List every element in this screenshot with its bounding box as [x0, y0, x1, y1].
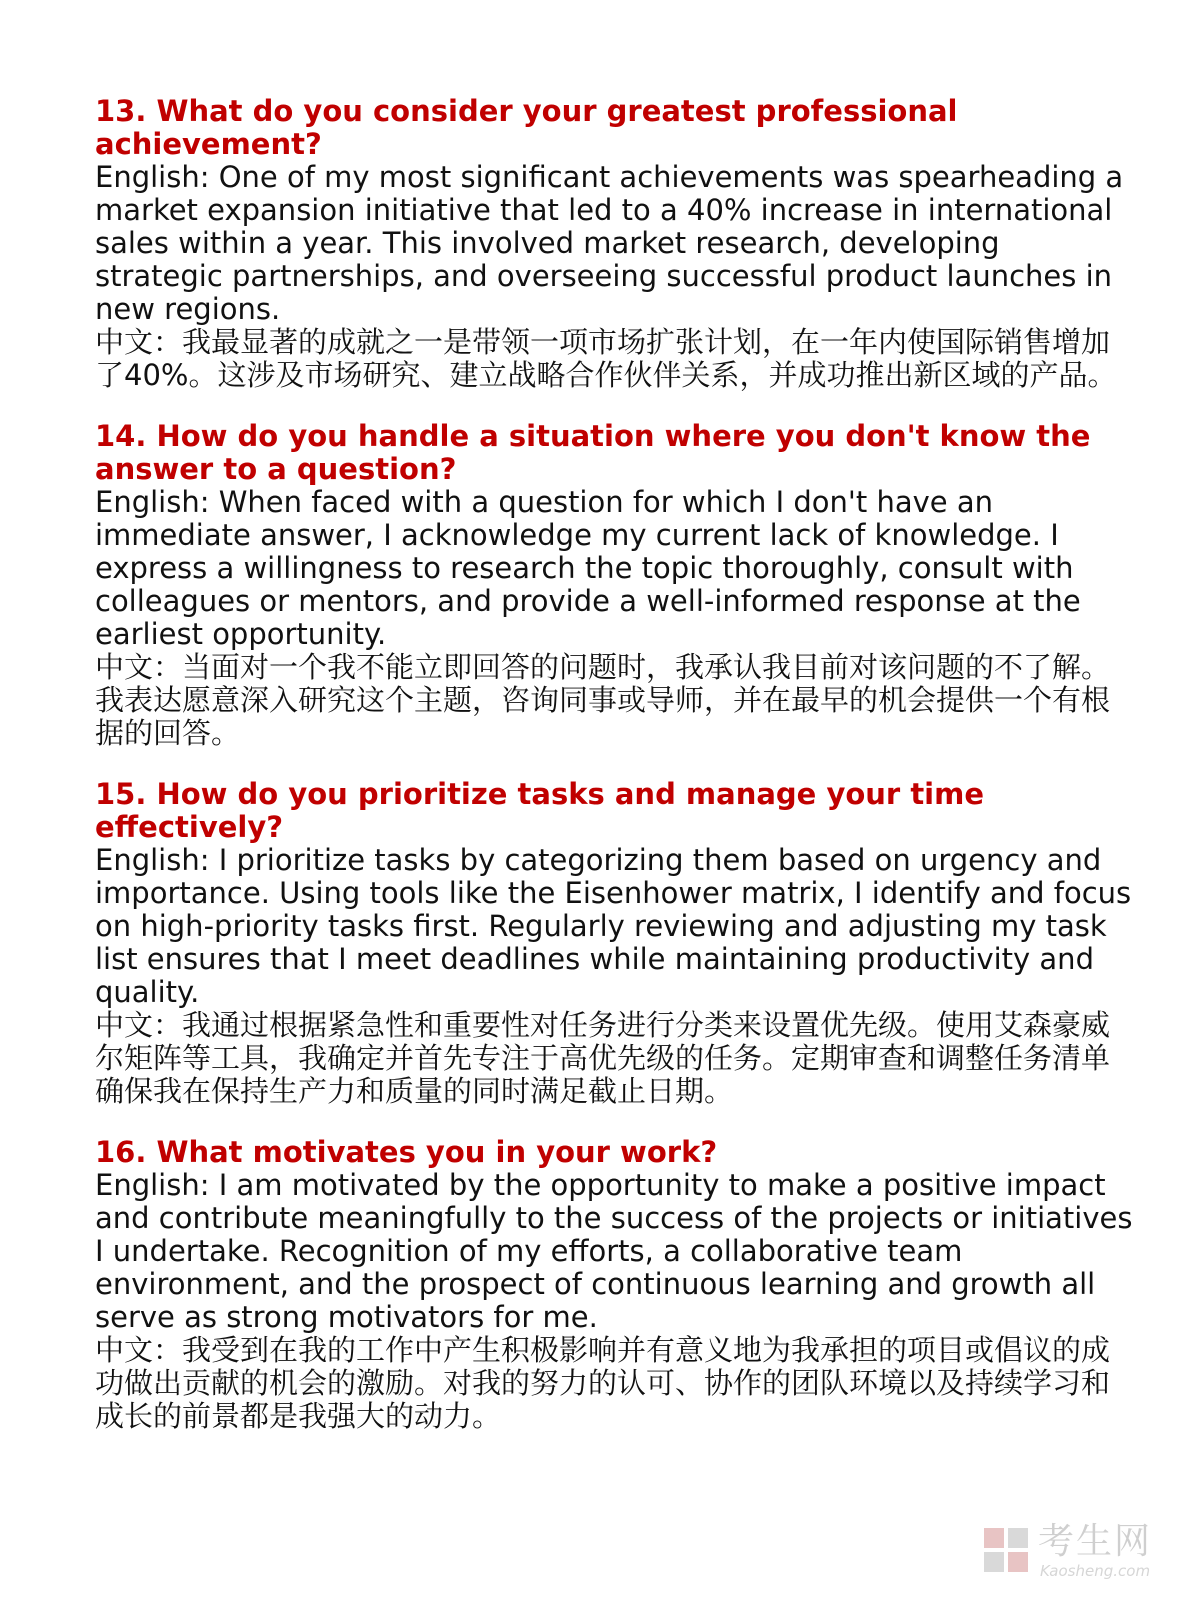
- section-spacer: [95, 750, 1135, 778]
- qa-section-16: [95, 1136, 1135, 1433]
- english-answer: English: When faced with a question for which I don't have an immediate answer, I acknowledge my current lack of knowledge. I express a willingness to research the topic thoroughly, consult with colleagues or mentors, and provide a well-informed response at the earliest opportunity.: [95, 485, 1081, 651]
- watermark-site-name: 考生网: [1038, 1521, 1153, 1562]
- qa-section-13: [95, 95, 1135, 392]
- section-spacer: [95, 392, 1135, 420]
- kaosheng-logo-icon: [980, 1522, 1032, 1578]
- question-heading: 13. What do you consider your greatest professional achievement?: [95, 94, 958, 161]
- document-page: [95, 95, 1135, 1433]
- english-answer: English: One of my most significant achievements was spearheading a market expansion initiative that led to a 40% increase in international sales within a year. This involved market research, developing strategic partnerships, and overseeing successful product launches in new regions.: [95, 160, 1124, 326]
- watermark-site-domain: Kaosheng.com: [1040, 1562, 1151, 1580]
- chinese-answer: 中文：我最显著的成就之一是带领一项市场扩张计划，在一年内使国际销售增加了40%。这涉及市场研究、建立战略合作伙伴关系，并成功推出新区域的产品。: [95, 325, 1117, 392]
- section-spacer: [95, 1108, 1135, 1136]
- chinese-answer: 中文：我受到在我的工作中产生积极影响并有意义地为我承担的项目或倡议的成功做出贡献的机会的激励。对我的努力的认可、协作的团队环境以及持续学习和成长的前景都是我强大的动力。: [95, 1333, 1111, 1433]
- english-answer: English: I am motivated by the opportunity to make a positive impact and contribute meaningfully to the success of the projects or initiatives I undertake. Recognition of my efforts, a collaborative team environment, and the prospect of continuous learning and growth all serve as strong motivators for me.: [95, 1168, 1133, 1334]
- question-heading: 16. What motivates you in your work?: [95, 1135, 718, 1169]
- site-watermark: [980, 1522, 1170, 1582]
- question-heading: 14. How do you handle a situation where you don't know the answer to a question?: [95, 419, 1091, 486]
- chinese-answer: 中文：我通过根据紧急性和重要性对任务进行分类来设置优先级。使用艾森豪威尔矩阵等工具，我确定并首先专注于高优先级的任务。定期审查和调整任务清单确保我在保持生产力和质量的同时满足截止日期。: [95, 1008, 1111, 1108]
- qa-section-15: [95, 778, 1135, 1108]
- chinese-answer: 中文：当面对一个我不能立即回答的问题时，我承认我目前对该问题的不了解。我表达愿意深入研究这个主题，咨询同事或导师，并在最早的机会提供一个有根据的回答。: [95, 650, 1111, 750]
- english-answer: English: I prioritize tasks by categorizing them based on urgency and importance. Using tools like the Eisenhower matrix, I identify and focus on high-priority tasks first. Regularly reviewing and adjusting my task list ensures that I meet deadlines while maintaining productivity and quality.: [95, 843, 1132, 1009]
- question-heading: 15. How do you prioritize tasks and manage your time effectively?: [95, 777, 985, 844]
- qa-section-14: [95, 420, 1135, 750]
